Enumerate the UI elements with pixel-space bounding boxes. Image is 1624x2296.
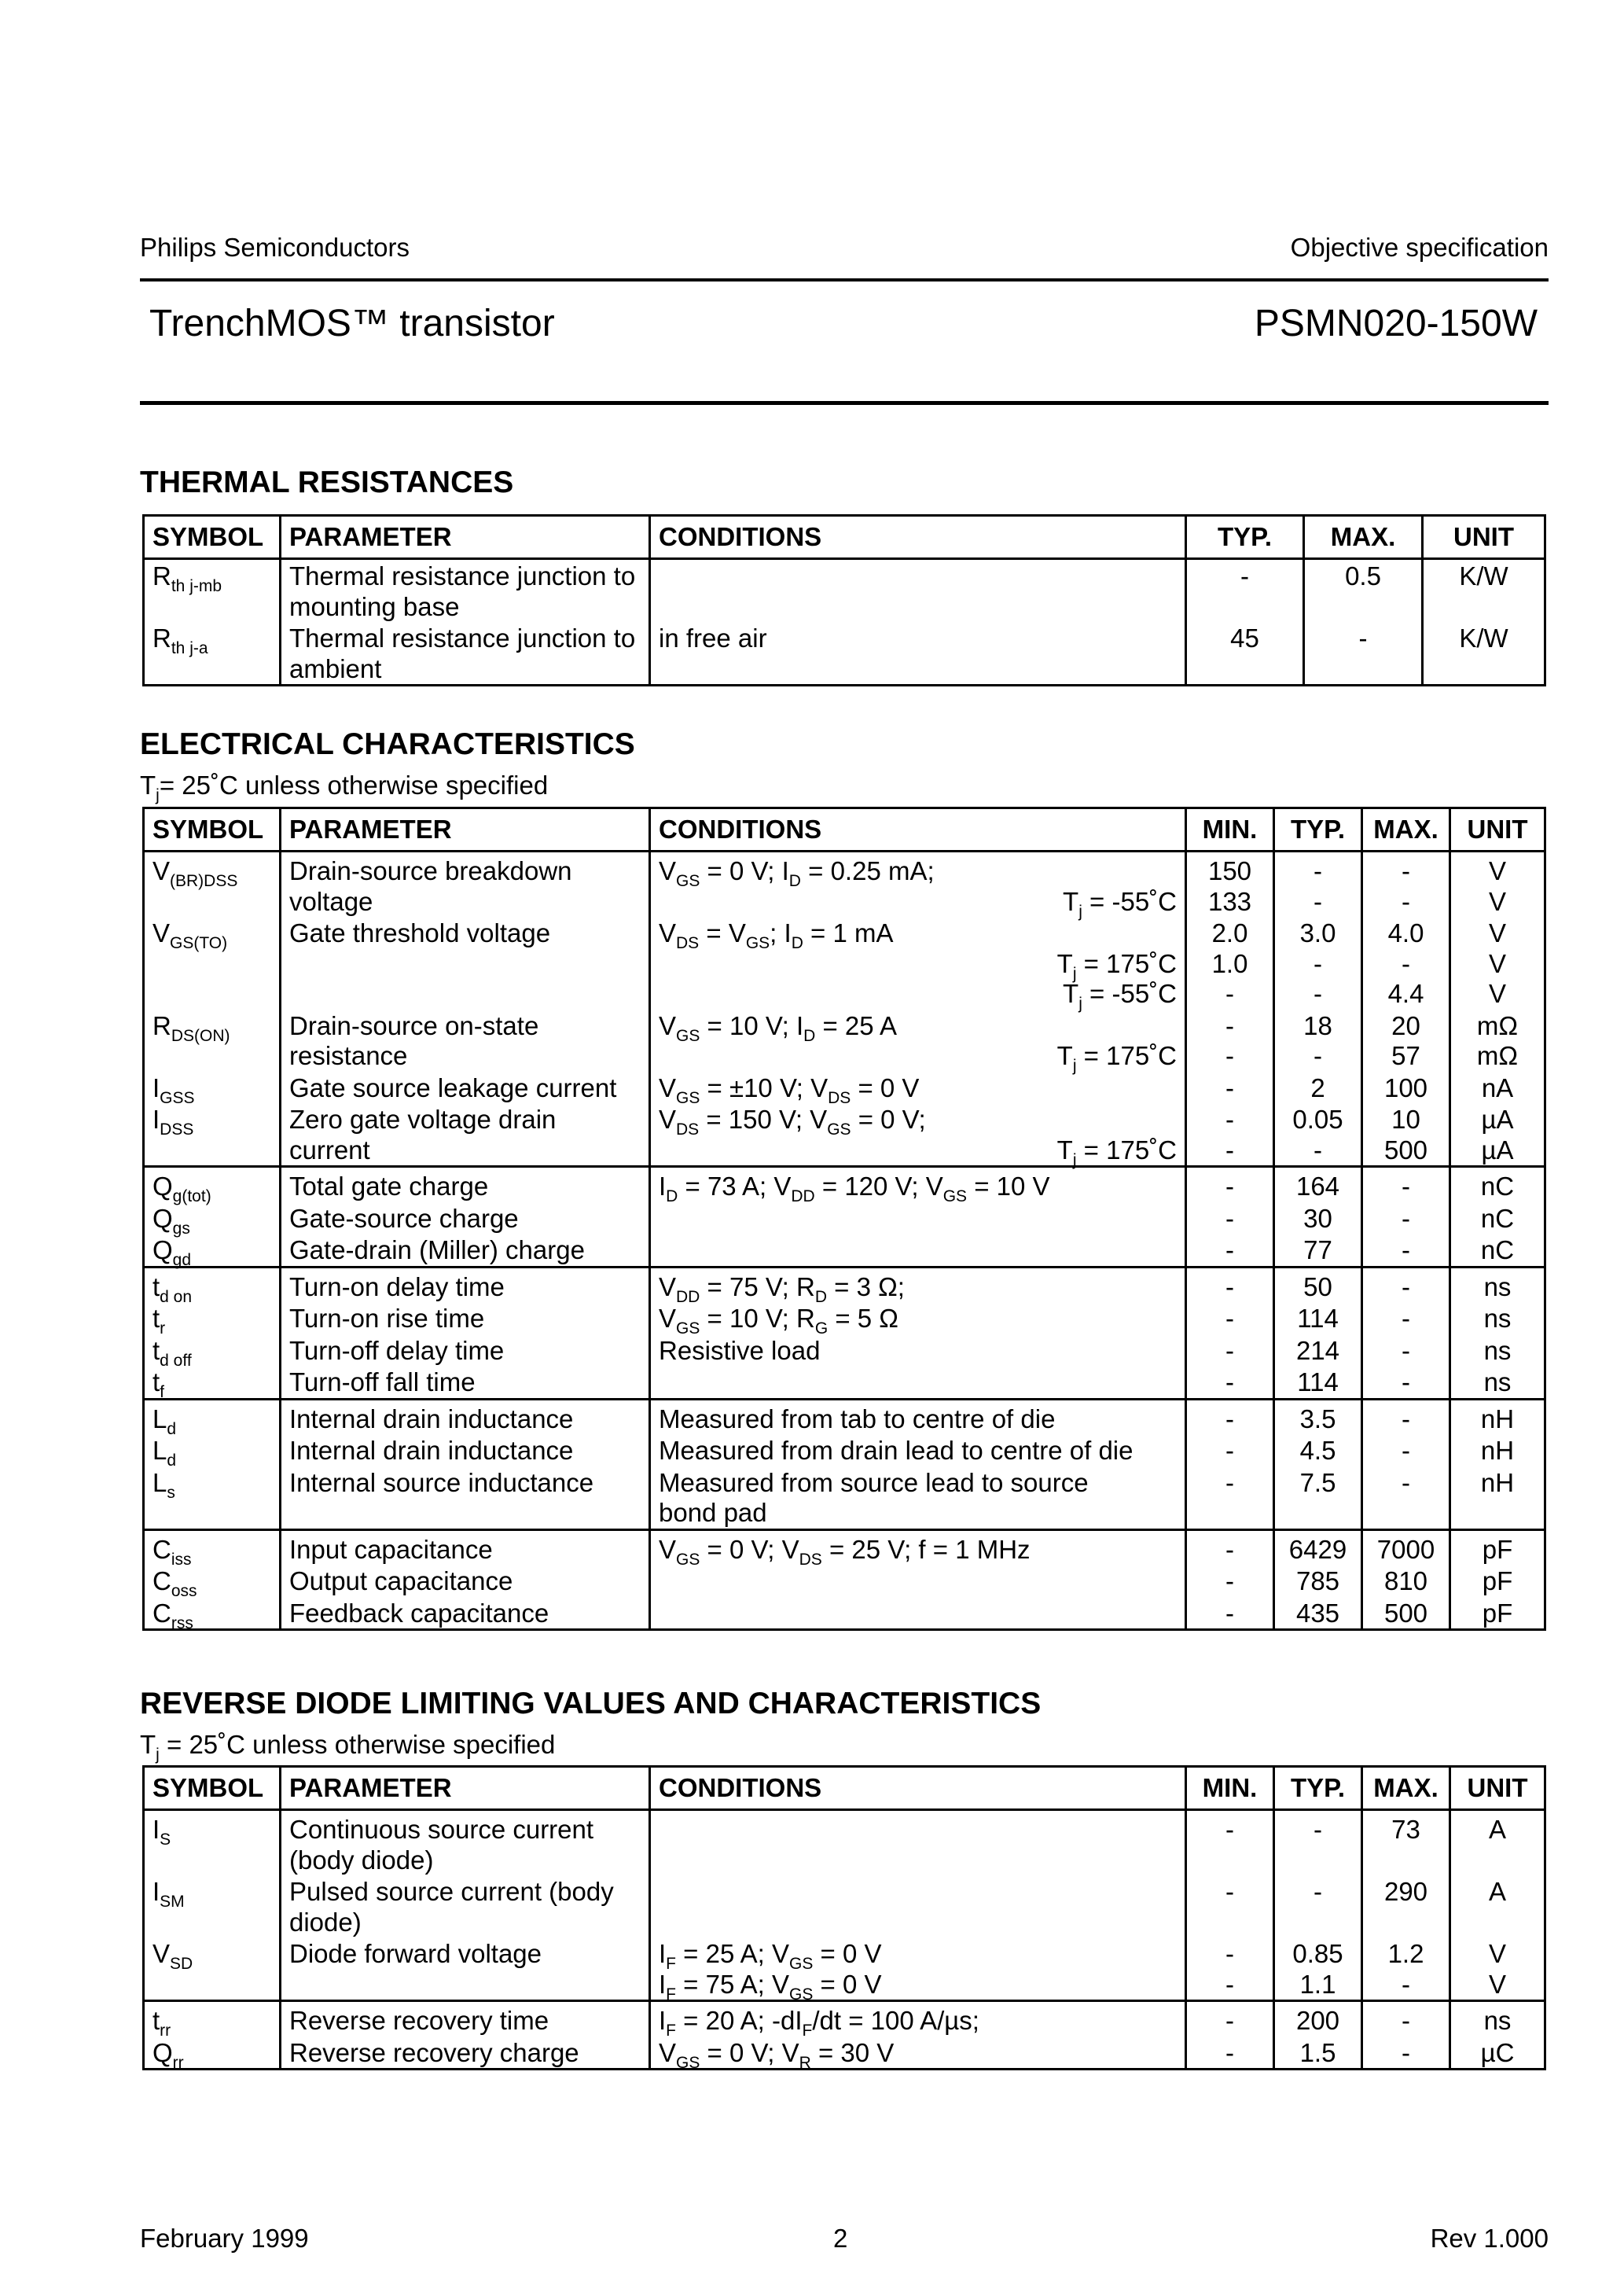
min-cell: -: [1186, 1167, 1274, 1202]
typ-cell: 4.5: [1274, 1434, 1362, 1466]
unit-cell: pF: [1450, 1565, 1545, 1597]
conditions-cell: [650, 1366, 1186, 1399]
unit-cell: V V: [1450, 852, 1545, 918]
unit-cell: pF: [1450, 1529, 1545, 1565]
symbol-cell: $V_{GS(TO)}$: [144, 917, 281, 1010]
table-row: [144, 1167, 1545, 1202]
table-row: [144, 1937, 1545, 2001]
parameter-cell: Drain-source on-state resistance: [281, 1010, 650, 1072]
diode-table: [142, 1765, 1546, 2070]
row-group: [144, 1267, 1545, 1399]
conditions-cell: $V_{GS} = 0$ V; $V_R = 30$ V: [650, 2037, 1186, 2070]
max-cell: 7000: [1362, 1529, 1450, 1565]
unit-cell: nC: [1450, 1202, 1545, 1234]
max-cell: -: [1362, 2001, 1450, 2037]
table-row: [144, 2001, 1545, 2037]
max-cell: -: [1362, 1167, 1450, 1202]
table-row: [144, 917, 1545, 1010]
unit-cell: A: [1450, 1810, 1545, 1876]
conditions-cell: $I_D = 73$ A; $V_{DD} = 120$ V; $V_{GS} = 10$ V: [650, 1167, 1186, 1202]
conditions-cell: [650, 1202, 1186, 1234]
document-status: Objective specification: [1290, 233, 1549, 262]
typ-cell: 3.0 - -: [1274, 917, 1362, 1010]
column-header: MAX.: [1362, 808, 1450, 852]
conditions-cell: Measured from source lead to source bond pad: [650, 1466, 1186, 1530]
typ-cell: 214: [1274, 1334, 1362, 1367]
row-group: [144, 2001, 1545, 2070]
symbol-cell: $R_{DS(ON)}$: [144, 1010, 281, 1072]
table-row: [144, 1366, 1545, 1399]
symbol-cell: $t_{d off}$: [144, 1334, 281, 1367]
unit-cell: ns: [1450, 1334, 1545, 1367]
min-cell: -: [1186, 1267, 1274, 1302]
symbol-cell: $t_{d on}$: [144, 1267, 281, 1302]
symbol-cell: $V_{SD}$: [144, 1937, 281, 2001]
table-row: [144, 1565, 1545, 1597]
max-cell: -: [1362, 1366, 1450, 1399]
max-cell: -: [1362, 1302, 1450, 1334]
conditions-cell: $V_{GS} = 10$ V; $R_G = 5$ Ω: [650, 1302, 1186, 1334]
conditions-cell: $V_{GS} = 0$ V; $V_{DS} = 25$ V; f = 1 MHz: [650, 1529, 1186, 1565]
min-cell: -: [1186, 1466, 1274, 1530]
row-group: [144, 1167, 1545, 1268]
symbol-cell: $L_d$: [144, 1399, 281, 1434]
max-cell: 1.2 -: [1362, 1937, 1450, 2001]
unit-cell: nH: [1450, 1399, 1545, 1434]
unit-cell: ns: [1450, 1366, 1545, 1399]
unit-cell: ns: [1450, 1302, 1545, 1334]
table-row: [144, 622, 1545, 686]
table-row: [144, 2037, 1545, 2070]
max-cell: -: [1362, 1267, 1450, 1302]
parameter-cell: Turn-off fall time: [281, 1366, 650, 1399]
max-cell: -: [1362, 1399, 1450, 1434]
conditions-cell: $I_F = 25$ A; $V_{GS} = 0$ V $I_F = 75$ A; $V_{GS} = 0$ V: [650, 1937, 1186, 2001]
column-header: CONDITIONS: [650, 1767, 1186, 1810]
typ-cell: 3.5: [1274, 1399, 1362, 1434]
typ-cell: -: [1186, 559, 1304, 623]
parameter-cell: Zero gate voltage drain current: [281, 1103, 650, 1167]
symbol-cell: $I_{DSS}$: [144, 1103, 281, 1167]
parameter-cell: Reverse recovery time: [281, 2001, 650, 2037]
typ-cell: 2: [1274, 1072, 1362, 1104]
max-cell: -: [1304, 622, 1423, 686]
unit-cell: µA µA: [1450, 1103, 1545, 1167]
parameter-cell: Drain-source breakdown voltage: [281, 852, 650, 918]
column-header: UNIT: [1423, 516, 1545, 559]
column-header: UNIT: [1450, 808, 1545, 852]
unit-cell: µC: [1450, 2037, 1545, 2070]
thermal-section-title: THERMAL RESISTANCES: [140, 465, 514, 499]
conditions-cell: $V_{DS} = 150$ V; $V_{GS} = 0$ V; $T_j$ = 175˚C: [650, 1103, 1186, 1167]
symbol-cell: $L_d$: [144, 1434, 281, 1466]
min-cell: -: [1186, 1302, 1274, 1334]
symbol-cell: $L_s$: [144, 1466, 281, 1530]
footer-date: February 1999: [140, 2224, 309, 2253]
table-row: [144, 1466, 1545, 1530]
symbol-cell: $Q_{gd}$: [144, 1234, 281, 1267]
parameter-cell: Thermal resistance junction to mounting base: [281, 559, 650, 623]
typ-cell: 0.85 1.1: [1274, 1937, 1362, 2001]
conditions-cell: [650, 559, 1186, 623]
parameter-cell: Reverse recovery charge: [281, 2037, 650, 2070]
symbol-cell: $t_r$: [144, 1302, 281, 1334]
part-number: PSMN020-150W: [1254, 303, 1538, 344]
min-cell: -: [1186, 1529, 1274, 1565]
parameter-cell: Total gate charge: [281, 1167, 650, 1202]
column-header: PARAMETER: [281, 808, 650, 852]
typ-cell: 114: [1274, 1302, 1362, 1334]
typ-cell: 18 -: [1274, 1010, 1362, 1072]
electrical-note: $T_j=$ 25˚C unless otherwise specified: [140, 771, 549, 804]
unit-cell: A: [1450, 1875, 1545, 1937]
unit-cell: ns: [1450, 2001, 1545, 2037]
typ-cell: -: [1274, 1810, 1362, 1876]
max-cell: 290: [1362, 1875, 1450, 1937]
max-cell: 10 500: [1362, 1103, 1450, 1167]
typ-cell: 77: [1274, 1234, 1362, 1267]
table-row: [144, 1072, 1545, 1104]
column-header: CONDITIONS: [650, 808, 1186, 852]
symbol-cell: $I_{GSS}$: [144, 1072, 281, 1104]
table-row: [144, 1875, 1545, 1937]
min-cell: 150 133: [1186, 852, 1274, 918]
column-header: UNIT: [1450, 1767, 1545, 1810]
symbol-cell: $C_{oss}$: [144, 1565, 281, 1597]
symbol-cell: $Q_{gs}$: [144, 1202, 281, 1234]
conditions-cell: $V_{DS} = V_{GS}$; $I_D = 1$ mA $T_j$ = 175˚C $T_j$ = -55˚C: [650, 917, 1186, 1010]
header-rule-bottom: [140, 401, 1549, 405]
conditions-cell: Measured from drain lead to centre of die: [650, 1434, 1186, 1466]
symbol-cell: $Q_{g(tot)}$: [144, 1167, 281, 1202]
typ-cell: 435: [1274, 1597, 1362, 1630]
symbol-cell: $R_{th j-mb}$: [144, 559, 281, 623]
table-row: [144, 1234, 1545, 1267]
conditions-cell: [650, 1875, 1186, 1937]
symbol-cell: $t_{rr}$: [144, 2001, 281, 2037]
parameter-cell: Gate-source charge: [281, 1202, 650, 1234]
table-row: [144, 1103, 1545, 1167]
max-cell: 20 57: [1362, 1010, 1450, 1072]
table-row: [144, 1302, 1545, 1334]
parameter-cell: Turn-on rise time: [281, 1302, 650, 1334]
conditions-cell: $I_F = 20$ A; $-dI_F/dt = 100$ A/µs;: [650, 2001, 1186, 2037]
parameter-cell: Pulsed source current (body diode): [281, 1875, 650, 1937]
max-cell: - -: [1362, 852, 1450, 918]
unit-cell: pF: [1450, 1597, 1545, 1630]
unit-cell: nH: [1450, 1434, 1545, 1466]
unit-cell: K/W: [1423, 622, 1545, 686]
header-rule-top: [140, 278, 1549, 281]
symbol-cell: $Q_{rr}$: [144, 2037, 281, 2070]
conditions-cell: [650, 1234, 1186, 1267]
row-group: [144, 1529, 1545, 1630]
conditions-cell: $V_{DD} = 75$ V; $R_D = 3$ Ω;: [650, 1267, 1186, 1302]
typ-cell: 50: [1274, 1267, 1362, 1302]
typ-cell: 0.05 -: [1274, 1103, 1362, 1167]
table-row: [144, 1202, 1545, 1234]
column-header: MAX.: [1304, 516, 1423, 559]
symbol-cell: $t_f$: [144, 1366, 281, 1399]
unit-cell: V V: [1450, 1937, 1545, 2001]
min-cell: - -: [1186, 1103, 1274, 1167]
unit-cell: K/W: [1423, 559, 1545, 623]
table-row: [144, 559, 1545, 623]
typ-cell: - -: [1274, 852, 1362, 918]
column-header: TYP.: [1274, 808, 1362, 852]
column-header: CONDITIONS: [650, 516, 1186, 559]
column-header: TYP.: [1186, 516, 1304, 559]
symbol-cell: $C_{rss}$: [144, 1597, 281, 1630]
unit-cell: V V V: [1450, 917, 1545, 1010]
company-name: Philips Semiconductors: [140, 233, 410, 262]
unit-cell: nC: [1450, 1167, 1545, 1202]
table-row: [144, 1399, 1545, 1434]
column-header: MAX.: [1362, 1767, 1450, 1810]
parameter-cell: Output capacitance: [281, 1565, 650, 1597]
column-header: MIN.: [1186, 808, 1274, 852]
footer-page-number: 2: [833, 2224, 848, 2253]
electrical-section-title: ELECTRICAL CHARACTERISTICS: [140, 727, 635, 761]
max-cell: 0.5: [1304, 559, 1423, 623]
min-cell: -: [1186, 1072, 1274, 1104]
max-cell: -: [1362, 2037, 1450, 2070]
column-header: SYMBOL: [144, 808, 281, 852]
table-row: [144, 1529, 1545, 1565]
diode-note: $T_j$ = 25˚C unless otherwise specified: [140, 1730, 556, 1764]
typ-cell: 164: [1274, 1167, 1362, 1202]
parameter-cell: Diode forward voltage: [281, 1937, 650, 2001]
max-cell: 100: [1362, 1072, 1450, 1104]
typ-cell: 7.5: [1274, 1466, 1362, 1530]
conditions-cell: $V_{GS} = 10$ V; $I_D = 25$ A $T_j$ = 175˚C: [650, 1010, 1186, 1072]
conditions-cell: $V_{GS} = \pm 10$ V; $V_{DS} = 0$ V: [650, 1072, 1186, 1104]
thermal-table: [142, 514, 1546, 686]
min-cell: - -: [1186, 1010, 1274, 1072]
symbol-cell: $V_{(BR)DSS}$: [144, 852, 281, 918]
column-header: SYMBOL: [144, 516, 281, 559]
typ-cell: 1.5: [1274, 2037, 1362, 2070]
parameter-cell: Turn-off delay time: [281, 1334, 650, 1367]
unit-cell: nC: [1450, 1234, 1545, 1267]
typ-cell: -: [1274, 1875, 1362, 1937]
table-row: [144, 852, 1545, 918]
min-cell: -: [1186, 1366, 1274, 1399]
unit-cell: nA: [1450, 1072, 1545, 1104]
typ-cell: 45: [1186, 622, 1304, 686]
max-cell: -: [1362, 1466, 1450, 1530]
row-group: [144, 1399, 1545, 1529]
parameter-cell: Gate source leakage current: [281, 1072, 650, 1104]
table-row: [144, 1334, 1545, 1367]
product-title: TrenchMOS™ transistor: [149, 303, 555, 344]
conditions-cell: $V_{GS} = 0$ V; $I_D = 0.25$ mA; $T_j$ = -55˚C: [650, 852, 1186, 918]
table-row: [144, 1010, 1545, 1072]
max-cell: -: [1362, 1234, 1450, 1267]
table-row: [144, 1597, 1545, 1630]
min-cell: -: [1186, 1597, 1274, 1630]
diode-section-title: REVERSE DIODE LIMITING VALUES AND CHARACTERISTICS: [140, 1687, 1042, 1720]
min-cell: -: [1186, 1334, 1274, 1367]
min-cell: - -: [1186, 1937, 1274, 2001]
parameter-cell: Internal drain inductance: [281, 1399, 650, 1434]
electrical-table: [142, 807, 1546, 1631]
min-cell: -: [1186, 1875, 1274, 1937]
min-cell: -: [1186, 1202, 1274, 1234]
symbol-cell: $R_{th j-a}$: [144, 622, 281, 686]
max-cell: -: [1362, 1434, 1450, 1466]
column-header: SYMBOL: [144, 1767, 281, 1810]
unit-cell: mΩ mΩ: [1450, 1010, 1545, 1072]
conditions-cell: Resistive load: [650, 1334, 1186, 1367]
conditions-cell: [650, 1810, 1186, 1876]
min-cell: -: [1186, 1234, 1274, 1267]
symbol-cell: $I_S$: [144, 1810, 281, 1876]
max-cell: 810: [1362, 1565, 1450, 1597]
max-cell: 4.0 - 4.4: [1362, 917, 1450, 1010]
conditions-cell: [650, 1565, 1186, 1597]
table-row: [144, 1810, 1545, 1876]
typ-cell: 30: [1274, 1202, 1362, 1234]
parameter-cell: Input capacitance: [281, 1529, 650, 1565]
max-cell: -: [1362, 1334, 1450, 1367]
row-group: [144, 852, 1545, 1167]
parameter-cell: Internal source inductance: [281, 1466, 650, 1530]
conditions-cell: in free air: [650, 622, 1186, 686]
conditions-cell: [650, 1597, 1186, 1630]
table-row: [144, 1267, 1545, 1302]
min-cell: -: [1186, 2037, 1274, 2070]
symbol-cell: $I_{SM}$: [144, 1875, 281, 1937]
conditions-cell: Measured from tab to centre of die: [650, 1399, 1186, 1434]
max-cell: 73: [1362, 1810, 1450, 1876]
min-cell: -: [1186, 1399, 1274, 1434]
parameter-cell: Turn-on delay time: [281, 1267, 650, 1302]
footer-revision: Rev 1.000: [1430, 2224, 1549, 2253]
column-header: MIN.: [1186, 1767, 1274, 1810]
table-row: [144, 1434, 1545, 1466]
typ-cell: 6429: [1274, 1529, 1362, 1565]
parameter-cell: Feedback capacitance: [281, 1597, 650, 1630]
parameter-cell: Thermal resistance junction to ambient: [281, 622, 650, 686]
typ-cell: 200: [1274, 2001, 1362, 2037]
min-cell: -: [1186, 1565, 1274, 1597]
column-header: PARAMETER: [281, 516, 650, 559]
parameter-cell: Internal drain inductance: [281, 1434, 650, 1466]
min-cell: -: [1186, 1810, 1274, 1876]
typ-cell: 114: [1274, 1366, 1362, 1399]
unit-cell: nH: [1450, 1466, 1545, 1530]
max-cell: 500: [1362, 1597, 1450, 1630]
column-header: TYP.: [1274, 1767, 1362, 1810]
min-cell: -: [1186, 1434, 1274, 1466]
parameter-cell: Gate threshold voltage: [281, 917, 650, 1010]
max-cell: -: [1362, 1202, 1450, 1234]
column-header: PARAMETER: [281, 1767, 650, 1810]
row-group: [144, 1810, 1545, 2001]
typ-cell: 785: [1274, 1565, 1362, 1597]
parameter-cell: Continuous source current (body diode): [281, 1810, 650, 1876]
unit-cell: ns: [1450, 1267, 1545, 1302]
min-cell: 2.0 1.0 -: [1186, 917, 1274, 1010]
min-cell: -: [1186, 2001, 1274, 2037]
symbol-cell: $C_{iss}$: [144, 1529, 281, 1565]
parameter-cell: Gate-drain (Miller) charge: [281, 1234, 650, 1267]
